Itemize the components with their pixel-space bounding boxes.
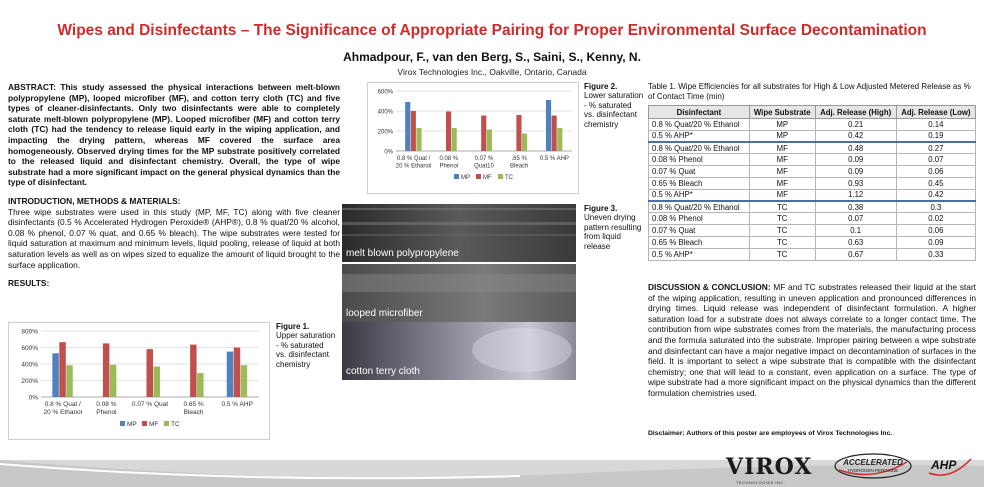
bar-mp: [546, 100, 551, 151]
legend-swatch: [454, 174, 459, 179]
hydrogen-text: HYDROGEN PEROXIDE: [847, 468, 899, 473]
photo-melt-blown: [342, 204, 576, 262]
accelerated-hydrogen-peroxide-logo: [833, 452, 913, 482]
table-cell: 0.65 % Bleach: [649, 177, 750, 189]
table-row: [649, 130, 976, 142]
photo-looped-microfiber-label: looped microfiber: [346, 308, 423, 319]
table-cell: 0.09: [815, 166, 896, 178]
methods-text: Three wipe substrates were used in this study (MP, MF, TC) along with five cleaner disinfectants (0.5 % Accelerated Hydrogen Peroxide® (AHP®), 0.8 % quat/20 % alcohol, 0.08 % phenol, 0.07 % quat, and 0.65 % bleach). The wipe substrates were tested for liquid saturation at maximum and minimum levels, liquid pooling, release of liquid at both saturation levels as well as on wipes sized to equalize the amount of liquid brought to the surface application.: [8, 206, 340, 270]
x-tick-label: 0.07 % Quat: [131, 401, 169, 408]
table-title: Table 1. Wipe Efficiencies for all substrates for High & Low Adjusted Metered Release as % of Contact Time (min): [648, 82, 971, 101]
y-tick-label: 0%: [384, 149, 393, 156]
x-tick-label: 0.5 % AHP: [539, 156, 569, 162]
poster-authors: Ahmadpour, F., van den Berg, S., Saini, S., Kenny, N.: [343, 50, 641, 64]
table-cell: 0.06: [896, 166, 975, 178]
bar-mp: [405, 102, 410, 151]
virox-logo: VIROX: [726, 454, 813, 480]
abstract-text: This study assessed the physical interactions between melt-blown polypropylene (MP), looped microfiber (MF), and cotton terry cloth (TC) and five types of cleaner-disinfectants. Only two disinfectants were able to completely saturate melt-blown polypropylene (MP). Looped microfiber (MF) and cotton terry cloth (TC) had the tendency to release liquid early in the wiping application, and impacting the drying pattern, whereas MF covered the surface area homogeneously. Observed drying times for the MP substrate positively correlated to the released liquid and disinfectant chemistry. Overall, the type of wipe substrate had a more significant impact on the general physical dynamics than the type of disinfectant.: [8, 82, 340, 188]
bar-tc: [416, 128, 421, 151]
y-tick-label: 400%: [21, 361, 38, 369]
table-row: [649, 189, 976, 201]
y-tick-label: 400%: [377, 109, 393, 116]
x-tick-label: .65 % Bleach: [510, 156, 529, 170]
table-cell: 0.45: [896, 177, 975, 189]
table-cell: 0.19: [896, 130, 975, 142]
table-cell: 0.8 % Quat/20 % Ethanol: [649, 142, 750, 154]
legend-swatch: [164, 421, 169, 426]
methods-section: [8, 196, 340, 270]
bar-mf: [411, 111, 416, 151]
table-cell: 0.3: [896, 201, 975, 213]
figure1-chart: [9, 323, 269, 439]
table-header-row: [649, 106, 976, 119]
table-cell: 1.12: [815, 189, 896, 201]
table-cell: TC: [749, 213, 815, 225]
table-cell: 0.06: [896, 225, 975, 237]
figure3-text: Uneven drying pattern resulting from liquid release: [584, 213, 642, 251]
bar-mf: [481, 116, 486, 152]
table-cell: 0.27: [896, 142, 975, 154]
table-cell: MF: [749, 189, 815, 201]
table-header-cell: Adj. Release (Low): [896, 106, 975, 119]
table-cell: 0.07 % Quat: [649, 166, 750, 178]
figure1-text: Upper saturation - % saturated vs. disinfectant chemistry: [276, 331, 336, 369]
figure3-caption: [584, 204, 644, 251]
discussion-section: [648, 282, 976, 399]
y-tick-label: 0%: [28, 394, 38, 402]
x-tick-label: 0.5 % AHP: [221, 401, 253, 408]
y-tick-label: 800%: [21, 328, 38, 336]
ahp-text: AHP: [931, 458, 957, 472]
table-cell: 0.93: [815, 177, 896, 189]
x-tick-label: 0.07 % Quat10: [474, 156, 494, 170]
legend-label: TC: [505, 175, 513, 181]
figure1-name: Figure 1.: [276, 322, 310, 331]
table-cell: 0.07: [815, 213, 896, 225]
legend-swatch: [120, 421, 125, 426]
table-row: [649, 166, 976, 178]
table-cell: 0.33: [896, 248, 975, 260]
bar-tc: [197, 373, 203, 397]
table-cell: 0.5 % AHP*: [649, 130, 750, 142]
table-cell: 0.02: [896, 213, 975, 225]
table-row: [649, 236, 976, 248]
table-row: [649, 154, 976, 166]
disclaimer: Disclaimer: Authors of this poster are employees of Virox Technologies Inc.: [648, 430, 893, 437]
legend-label: MP: [461, 175, 470, 181]
x-tick-label: 0.65 % Bleach: [183, 401, 204, 416]
table-cell: 0.5 % AHP*: [649, 248, 750, 260]
table-cell: 0.07 % Quat: [649, 225, 750, 237]
y-tick-label: 600%: [21, 345, 38, 352]
table-cell: MP: [749, 119, 815, 131]
table-cell: 0.48: [815, 142, 896, 154]
table-cell: TC: [749, 236, 815, 248]
figure1-caption: [276, 322, 336, 369]
table-cell: 0.1: [815, 225, 896, 237]
bar-mf: [190, 345, 196, 397]
bar-mf: [234, 348, 240, 398]
table-header-cell: Wipe Substrate: [749, 106, 815, 119]
x-tick-label: 0.8 % Quat / 20 % Ethanol: [395, 156, 432, 170]
table-row: [649, 201, 976, 213]
table-cell: 0.21: [815, 119, 896, 131]
accelerated-text: ACCELERATED: [843, 458, 903, 467]
bar-tc: [66, 365, 72, 397]
table-row: [649, 225, 976, 237]
results-heading: RESULTS:: [8, 278, 50, 289]
table-cell: 0.67: [815, 248, 896, 260]
table-cell: 0.38: [815, 201, 896, 213]
discussion-text: MF and TC substrates released their liquid at the start of the wiping application, resulting in uneven application and pronounced differences in drying times. Liquid release was independent of disinfectant formulation. A higher saturation load for a substrate does not always correlate to a longer contact time. The contribution from wipe substrates comes from the materials, the manufacturing process and the formula saturated into the substrate. Improper pairing between a wipe substrate and disinfectant can have a major negative impact on decontamination of surfaces in the field. It is important to select a wipe substrate that is compatible with the disinfectant chemistry; one that will lead to a constant, even application on a surface. The type of wipe substrate had a more significant impact on the physical dynamics than the different formulation chemistries used.: [648, 282, 976, 398]
bar-mf: [103, 343, 109, 397]
table-row: [649, 213, 976, 225]
bar-tc: [557, 128, 562, 151]
table-cell: TC: [749, 201, 815, 213]
table-cell: MF: [749, 154, 815, 166]
bar-tc: [452, 128, 457, 151]
legend-swatch: [142, 421, 147, 426]
x-tick-label: 0.8 % Quat / 20 % Ethanol: [43, 401, 83, 416]
table-cell: MP: [749, 130, 815, 142]
table-cell: 0.8 % Quat/20 % Ethanol: [649, 119, 750, 131]
table-cell: 0.42: [896, 189, 975, 201]
y-tick-label: 600%: [377, 89, 393, 96]
table-cell: 0.14: [896, 119, 975, 131]
table-row: [649, 177, 976, 189]
table-cell: 0.63: [815, 236, 896, 248]
bar-mf: [59, 342, 65, 397]
bar-mf: [147, 349, 153, 397]
table-cell: 0.42: [815, 130, 896, 142]
left-column: [8, 82, 340, 289]
legend-label: MF: [149, 421, 159, 428]
wipe-efficiency-table: [648, 105, 976, 261]
table-cell: 0.09: [815, 154, 896, 166]
bar-mf: [516, 115, 521, 151]
bar-tc: [241, 365, 247, 397]
poster-title: Wipes and Disinfectants – The Significance of Appropriate Pairing for Proper Environmental Surface Decontamination: [57, 22, 927, 39]
photo-melt-blown-label: melt blown polypropylene: [346, 248, 459, 259]
table-cell: 0.08 % Phenol: [649, 213, 750, 225]
figure3-name: Figure 3.: [584, 204, 618, 213]
legend-swatch: [498, 174, 503, 179]
bar-tc: [522, 134, 527, 152]
virox-logo-subtext: TECHNOLOGIES INC.: [736, 480, 786, 485]
poster-affiliation: Virox Technologies Inc., Oakville, Ontario, Canada: [397, 67, 587, 77]
table-header-cell: Adj. Release (High): [815, 106, 896, 119]
bar-mp: [52, 353, 58, 397]
y-tick-label: 200%: [377, 129, 393, 136]
x-tick-label: 0.08 % Phenol: [96, 401, 117, 416]
x-tick-label: 0.08 % Phenol: [439, 156, 459, 170]
table-cell: MF: [749, 142, 815, 154]
table-cell: MF: [749, 166, 815, 178]
legend-label: MF: [483, 175, 492, 181]
abstract-heading: ABSTRACT:: [8, 82, 56, 92]
table-header-cell: Disinfectant: [649, 106, 750, 119]
bar-tc: [153, 366, 159, 397]
table-cell: 0.65 % Bleach: [649, 236, 750, 248]
table-cell: TC: [749, 248, 815, 260]
photo-cotton-terry: [342, 322, 576, 380]
figure2-text: Lower saturation - % saturated vs. disinfectant chemistry: [584, 91, 644, 129]
table-cell: 0.8 % Quat/20 % Ethanol: [649, 201, 750, 213]
table-row: [649, 119, 976, 131]
photo-cotton-terry-label: cotton terry cloth: [346, 366, 420, 377]
bar-tc: [487, 130, 492, 152]
photo-looped-microfiber: [342, 264, 576, 322]
ahp-logo: [925, 451, 975, 481]
figure2-name: Figure 2.: [584, 82, 618, 91]
bar-mf: [552, 116, 557, 152]
discussion-heading: DISCUSSION & CONCLUSION:: [648, 282, 771, 292]
y-tick-label: 200%: [21, 378, 38, 385]
table-cell: MF: [749, 177, 815, 189]
bar-mf: [446, 112, 451, 152]
legend-swatch: [476, 174, 481, 179]
bar-tc: [110, 365, 116, 397]
abstract-section: [8, 82, 340, 188]
figure1-chart-frame: [8, 322, 270, 440]
methods-heading: INTRODUCTION, METHODS & MATERIALS:: [8, 195, 181, 206]
figure2-chart-frame: [367, 82, 579, 194]
table-cell: TC: [749, 225, 815, 237]
table-cell: 0.07: [896, 154, 975, 166]
legend-label: MP: [127, 421, 137, 428]
figure2-caption: [584, 82, 644, 129]
table-cell: 0.08 % Phenol: [649, 154, 750, 166]
table-row: [649, 142, 976, 154]
table-row: [649, 248, 976, 260]
table-cell: 0.09: [896, 236, 975, 248]
table-cell: 0.5 % AHP*: [649, 189, 750, 201]
bar-mp: [227, 352, 233, 397]
figure2-chart: [368, 83, 578, 193]
legend-label: TC: [171, 421, 180, 428]
